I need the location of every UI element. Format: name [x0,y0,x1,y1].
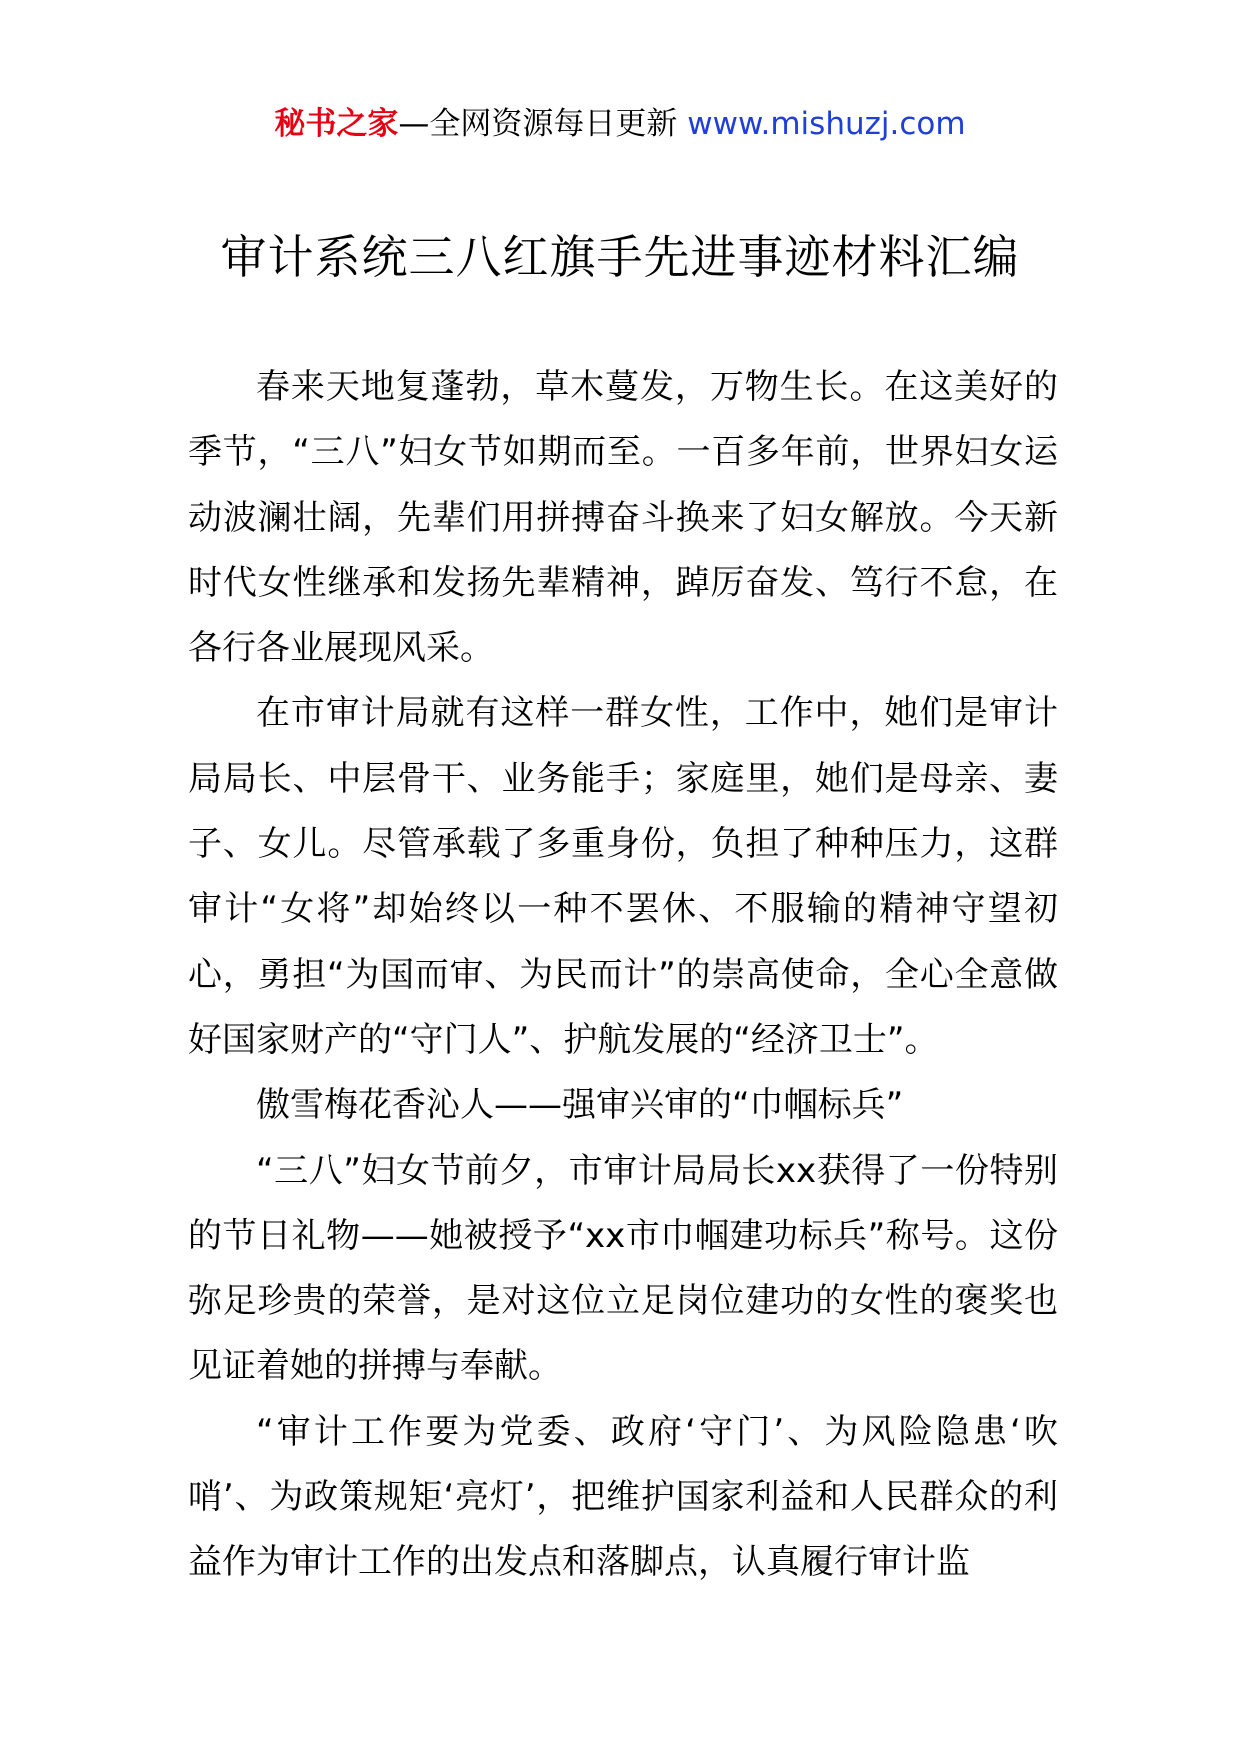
header-tagline: —全网资源每日更新 [398,106,688,142]
section-heading: 傲雪梅花香沁人——强审兴审的“巾帼标兵” [256,1085,904,1126]
site-url-link[interactable]: www.mishuzj.com [687,106,966,142]
paragraph-intro: 春来天地复蓬勃，草木蔓发，万物生长。在这美好的季节，“三八”妇女节如期而至。一百多年前，世界妇女运动波澜壮阔，先辈们用拼搏奋斗换来了妇女解放。今天新时代女性继承和发扬先辈精神，踔厉奋发、笃行不怠，在各行各业展现风采。 [188,367,1058,669]
site-header [0,98,1240,150]
brand-name: 秘书之家 [274,106,399,142]
document-title: 审计系统三八红旗手先进事迹材料汇编 [220,230,1020,284]
paragraph-audit-women: 在市审计局就有这样一群女性，工作中，她们是审计局局长、中层骨干、业务能手；家庭里，她们是母亲、妻子、女儿。尽管承载了多重身份，负担了种种压力，这群审计“女将”却始终以一种不罢休、不服输的精神守望初心，勇担“为国而审、为民而计”的崇高使命，全心全意做好国家财产的“守门人”、护航发展的“经济卫士”。 [188,693,1058,1060]
paragraph-award: “三八”妇女节前夕，市审计局局长xx获得了一份特别的节日礼物——她被授予“xx市巾帼建功标兵”称号。这份弥足珍贵的荣誉，是对这位立足岗位建功的女性的褒奖也见证着她的拼搏与奉献。 [188,1150,1058,1387]
paragraph-quote: “审计工作要为党委、政府‘守门’、为风险隐患‘吹哨’、为政策规矩‘亮灯’，把维护国家利益和人民群众的利益作为审计工作的出发点和落脚点，认真履行审计监 [188,1411,1058,1583]
document-body [188,355,1058,1596]
